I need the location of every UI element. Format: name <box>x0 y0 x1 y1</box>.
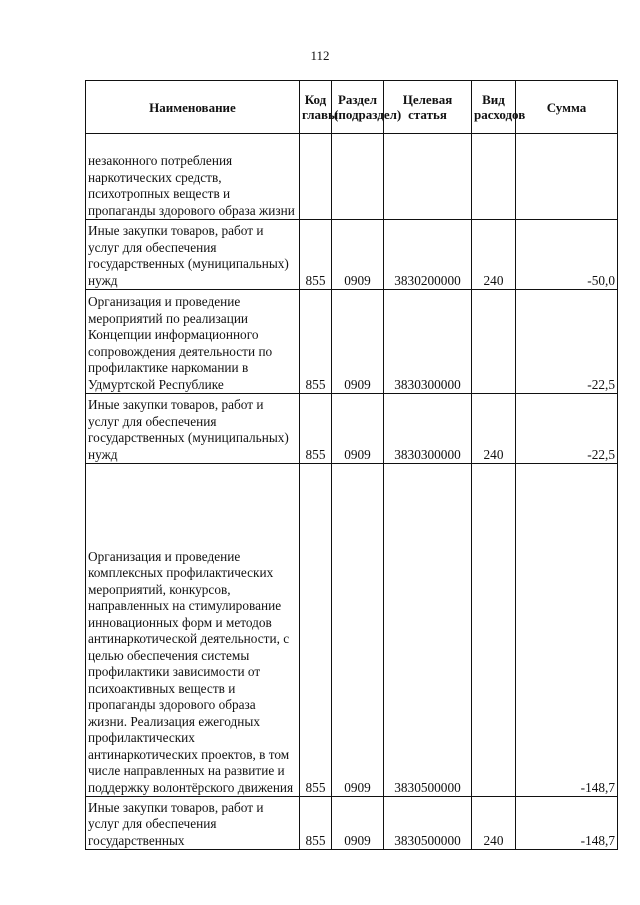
row-type <box>472 290 516 394</box>
row-code <box>300 134 332 220</box>
row-section: 0909 <box>332 797 384 850</box>
row-target: 3830200000 <box>384 220 472 290</box>
table-row <box>86 220 618 290</box>
row-name: Организация и проведение комплексных профилактических мероприятий, конкурсов, направленных на стимулирование инновационных форм и методов антинаркотической деятельности, с целью обеспечения системы профилактики зависимости от психоактивных веществ и пропаганды здорового образа жизни. Реализация ежегодных профилактических антинаркотических проектов, в том числе направленных на развитие и поддержку волонтёрского движения <box>86 464 300 797</box>
row-section <box>332 134 384 220</box>
header-code: Код главы <box>300 81 332 134</box>
table-row <box>86 394 618 464</box>
row-amount <box>516 134 618 220</box>
row-type: 240 <box>472 220 516 290</box>
row-code: 855 <box>300 797 332 850</box>
row-target: 3830300000 <box>384 394 472 464</box>
row-name: Иные закупки товаров, работ и услуг для обеспечения государственных (муниципальных) нужд <box>86 220 300 290</box>
row-code: 855 <box>300 394 332 464</box>
row-target: 3830500000 <box>384 797 472 850</box>
budget-table <box>85 80 618 850</box>
row-type <box>472 134 516 220</box>
table-row <box>86 134 618 220</box>
row-type: 240 <box>472 797 516 850</box>
header-target: Целевая статья <box>384 81 472 134</box>
row-name: Иные закупки товаров, работ и услуг для обеспечения государственных <box>86 797 300 850</box>
table-row <box>86 464 618 797</box>
row-amount: -148,7 <box>516 464 618 797</box>
row-target: 3830300000 <box>384 290 472 394</box>
row-type: 240 <box>472 394 516 464</box>
row-section: 0909 <box>332 220 384 290</box>
table-header-row <box>86 81 618 134</box>
table-row <box>86 797 618 850</box>
row-section: 0909 <box>332 290 384 394</box>
header-section: Раздел (подраздел) <box>332 81 384 134</box>
page-number: 112 <box>310 48 330 63</box>
row-amount: -50,0 <box>516 220 618 290</box>
header-name: Наименование <box>86 81 300 134</box>
row-name: Иные закупки товаров, работ и услуг для обеспечения государственных (муниципальных) нужд <box>86 394 300 464</box>
header-type: Вид расходов <box>472 81 516 134</box>
row-section: 0909 <box>332 464 384 797</box>
table-row <box>86 290 618 394</box>
header-amount: Сумма <box>516 81 618 134</box>
row-amount: -148,7 <box>516 797 618 850</box>
row-code: 855 <box>300 464 332 797</box>
row-type <box>472 464 516 797</box>
row-amount: -22,5 <box>516 394 618 464</box>
row-name: незаконного потребления наркотических средств, психотропных веществ и пропаганды здорового образа жизни <box>86 134 300 220</box>
row-amount: -22,5 <box>516 290 618 394</box>
row-section: 0909 <box>332 394 384 464</box>
row-code: 855 <box>300 290 332 394</box>
row-code: 855 <box>300 220 332 290</box>
row-target: 3830500000 <box>384 464 472 797</box>
row-target <box>384 134 472 220</box>
row-name: Организация и проведение мероприятий по реализации Концепции информационного сопровождения деятельности по профилактике наркомании в Удмуртской Республике <box>86 290 300 394</box>
